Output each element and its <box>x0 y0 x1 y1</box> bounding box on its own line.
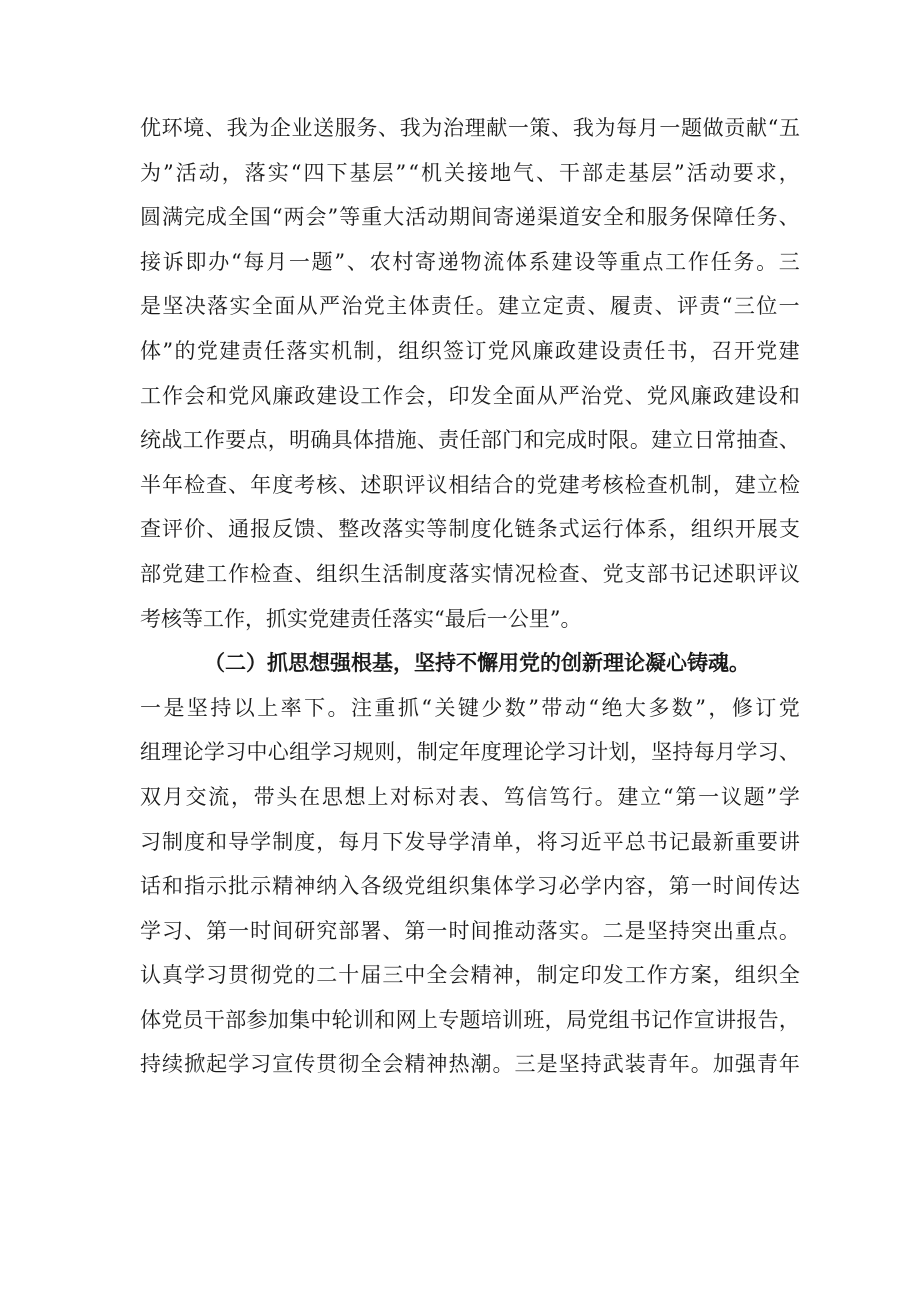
text-line: 体 ” 的 党 建 责 任 落 实 机 制 ， 组 织 签 订 党 风 廉 政 建 设 责 任 书 ， 召 开 党 建 <box>140 338 800 363</box>
text-line: 部 党 建 工 作 检 查 、 组 织 生 活 制 度 落 实 情 况 检 查 、 党 支 部 书 记 述 职 评 议 <box>140 561 800 586</box>
text-line: 半 年 检 查 、 年 度 考 核 、 述 职 评 议 相 结 合 的 党 建 考 核 检 查 机 制 ， 建 立 检 <box>140 472 800 497</box>
text-line: 组 理 论 学 习 中 心 组 学 习 规 则 ， 制 定 年 度 理 论 学 习 计 划 ， 坚 持 每 月 学 习 、 <box>140 740 800 765</box>
text-line: 查 评 价 、 通 报 反 馈 、 整 改 落 实 等 制 度 化 链 条 式 运 行 体 系 ， 组 织 开 展 支 <box>140 517 800 542</box>
text-line: 持 续 掀 起 学 习 宣 传 贯 彻 全 会 精 神 热 潮 。 三 是 坚 持 武 装 青 年 。 加 强 青 年 <box>140 1052 800 1077</box>
text-line: 是 坚 决 落 实 全 面 从 严 治 党 主 体 责 任 。 建 立 定 责 、 履 责 、 评 责 “ 三 位 一 <box>140 294 800 319</box>
text-line: 接 诉 即 办 “ 每 月 一 题 ” 、 农 村 寄 递 物 流 体 系 建 设 等 重 点 工 作 任 务 。 三 <box>140 249 800 274</box>
text-line: 考核等工作，抓实党建责任落实“最后一公里”。 <box>140 606 582 631</box>
text-line: 体 党 员 干 部 参 加 集 中 轮 训 和 网 上 专 题 培 训 班 ， 局 党 组 书 记 作 宣 讲 报 告 ， <box>140 1007 800 1032</box>
text-line: 统 战 工 作 要 点 ， 明 确 具 体 措 施 、 责 任 部 门 和 完 成 时 限 。 建 立 日 常 抽 查 、 <box>140 428 800 453</box>
text-line: 学 习 、 第 一 时 间 研 究 部 署 、 第 一 时 间 推 动 落 实 。 二 是 坚 持 突 出 重 点 。 <box>140 918 800 943</box>
section-heading: （二）抓思想强根基，坚持不懈用党的创新理论凝心铸魂。 <box>204 650 750 676</box>
text-line: 工 作 会 和 党 风 廉 政 建 设 工 作 会 ， 印 发 全 面 从 严 治 党 、 党 风 廉 政 建 设 和 <box>140 383 800 408</box>
text-line: 习 制 度 和 导 学 制 度 ， 每 月 下 发 导 学 清 单 ， 将 习 近 平 总 书 记 最 新 重 要 讲 <box>140 829 800 854</box>
text-line: 圆 满 完 成 全 国 “ 两 会 ” 等 重 大 活 动 期 间 寄 递 渠 道 安 全 和 服 务 保 障 任 务 、 <box>140 205 800 230</box>
text-line: 双 月 交 流 ， 带 头 在 思 想 上 对 标 对 表 、 笃 信 笃 行 。 建 立 “ 第 一 议 题 ” 学 <box>140 784 800 809</box>
text-line: 优 环 境 、 我 为 企 业 送 服 务 、 我 为 治 理 献 一 策 、 我 为 每 月 一 题 做 贡 献 “ 五 <box>140 116 800 140</box>
text-line: 话 和 指 示 批 示 精 神 纳 入 各 级 党 组 织 集 体 学 习 必 学 内 容 ， 第 一 时 间 传 达 <box>140 874 800 899</box>
document-body <box>140 106 800 1087</box>
text-line: 一 是 坚 持 以 上 率 下 。 注 重 抓 “ 关 键 少 数 ” 带 动 “ 绝 大 多 数 ” ， 修 订 党 <box>140 695 800 720</box>
text-line: 为 ” 活 动 ， 落 实 “ 四 下 基 层 ” “ 机 关 接 地 气 、 干 部 走 基 层 ” 活 动 要 求 ， <box>140 160 800 185</box>
text-line: 认 真 学 习 贯 彻 党 的 二 十 届 三 中 全 会 精 神 ， 制 定 印 发 工 作 方 案 ， 组 织 全 <box>140 963 800 988</box>
